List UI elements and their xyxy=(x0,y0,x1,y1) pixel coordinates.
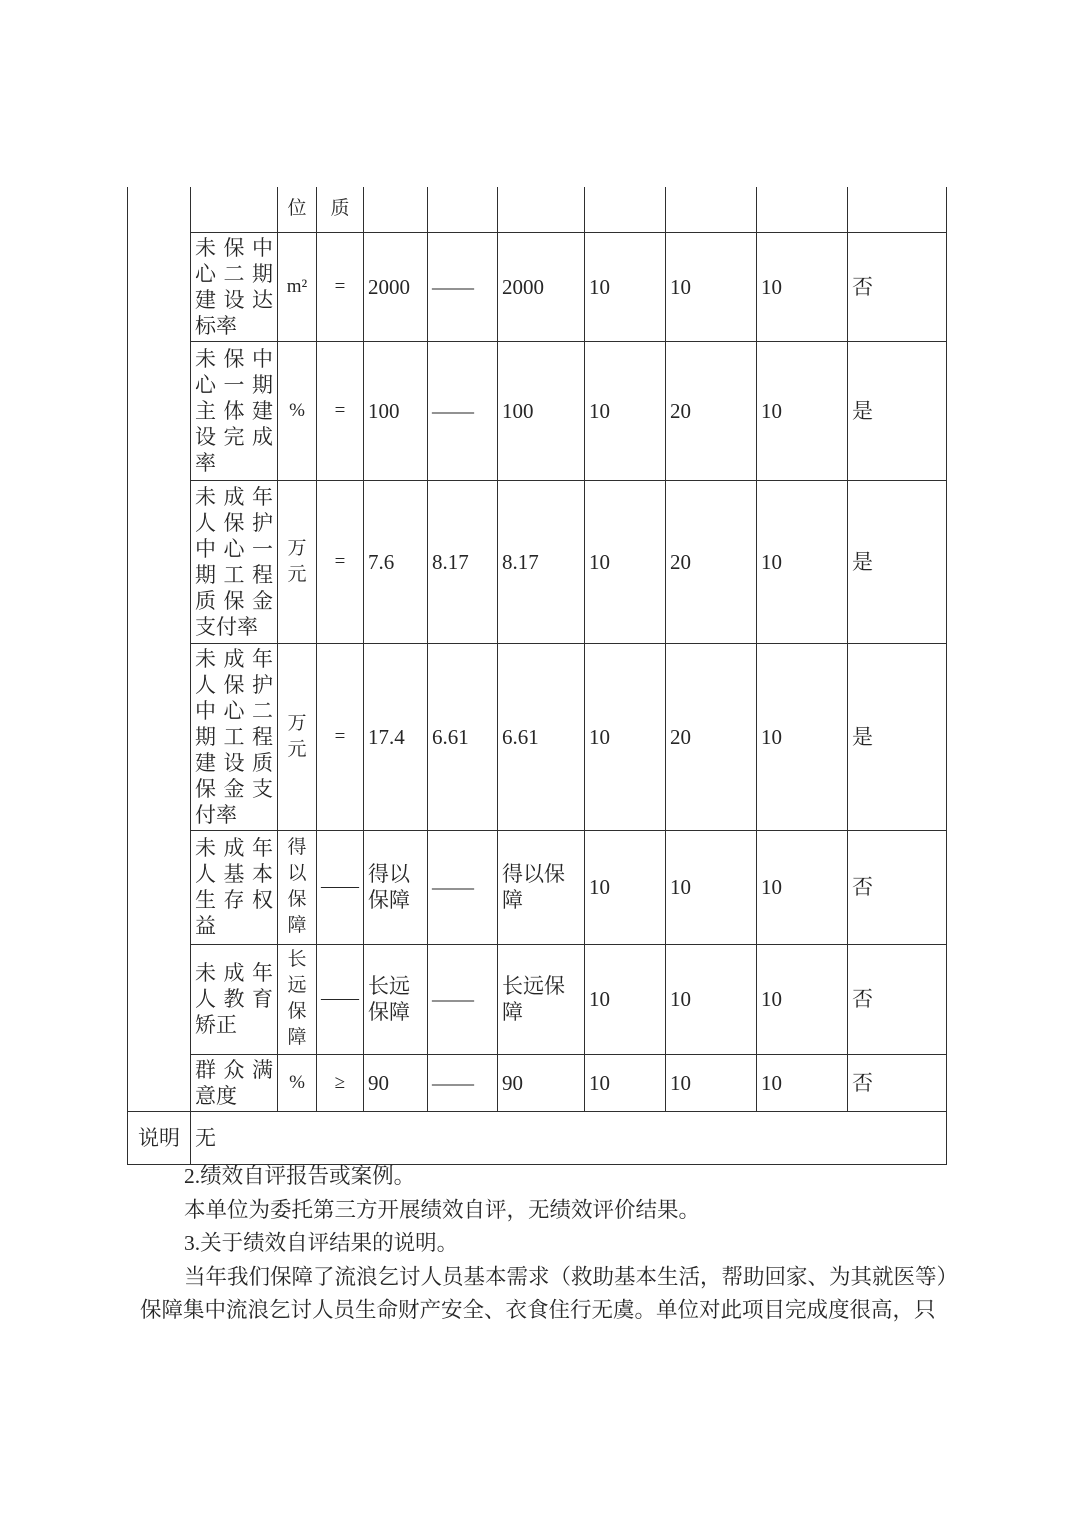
score-cell: 10 xyxy=(585,944,666,1054)
indicator-row xyxy=(128,830,947,944)
score-cell xyxy=(585,187,666,232)
value-cell: 6.61 xyxy=(428,643,498,830)
value-cell: —— xyxy=(428,1054,498,1111)
score-cell: 10 xyxy=(585,1054,666,1111)
unit-cell: 得以保障 xyxy=(278,830,317,944)
score-cell: 10 xyxy=(757,232,848,341)
indicator-row xyxy=(128,1054,947,1111)
score-cell: 10 xyxy=(757,341,848,480)
value-cell: 2000 xyxy=(364,232,428,341)
self-eval-note-line: 3.关于绩效自评结果的说明。 xyxy=(184,1231,459,1255)
value-cell: 得以保障 xyxy=(498,830,585,944)
value-cell: 100 xyxy=(498,341,585,480)
score-cell: 20 xyxy=(666,643,757,830)
self-evaluation-notes xyxy=(140,1160,959,1328)
deviation-cell: 是 xyxy=(848,480,947,643)
score-cell xyxy=(666,187,757,232)
value-cell: 6.61 xyxy=(498,643,585,830)
self-eval-note-line: 当年我们保障了流浪乞讨人员基本需求（救助基本生活，帮助回家、为其就医等） xyxy=(184,1264,959,1289)
value-cell: 8.17 xyxy=(428,480,498,643)
unit-cell: % xyxy=(278,1054,317,1111)
nature-cell: —— xyxy=(317,830,364,944)
value-cell: 90 xyxy=(364,1054,428,1111)
score-cell: 10 xyxy=(666,944,757,1054)
score-cell: 10 xyxy=(585,480,666,643)
note-value-cell: 无 xyxy=(191,1111,947,1164)
value-cell: —— xyxy=(428,944,498,1054)
indicator-name-cell: 未保中心一期主体建设完成率 xyxy=(191,341,278,480)
nature-cell: = xyxy=(317,232,364,341)
value-cell: —— xyxy=(428,232,498,341)
unit-cell: 长远保障 xyxy=(278,944,317,1054)
value-cell: —— xyxy=(428,830,498,944)
score-cell: 10 xyxy=(757,944,848,1054)
score-cell: 20 xyxy=(666,341,757,480)
value-cell: 长远保障 xyxy=(364,944,428,1054)
score-cell: 10 xyxy=(757,643,848,830)
unit-cell: 万元 xyxy=(278,480,317,643)
indicator-name-cell: 未保中心二期建设达标率 xyxy=(191,232,278,341)
value-cell: 90 xyxy=(498,1054,585,1111)
value-cell: —— xyxy=(428,341,498,480)
deviation-cell: 是 xyxy=(848,643,947,830)
nature-cell: = xyxy=(317,341,364,480)
value-cell: 17.4 xyxy=(364,643,428,830)
value-cell xyxy=(428,187,498,232)
nature-cell: ≥ xyxy=(317,1054,364,1111)
score-cell: 10 xyxy=(585,830,666,944)
score-cell: 10 xyxy=(585,232,666,341)
value-cell xyxy=(498,187,585,232)
note-row xyxy=(128,1111,947,1164)
deviation-cell xyxy=(848,187,947,232)
continued-header-row xyxy=(128,187,947,232)
self-eval-note-line: 本单位为委托第三方开展绩效自评，无绩效评价结果。 xyxy=(184,1197,701,1222)
indicator-name-cell xyxy=(191,187,278,232)
indicator-name-cell: 群众满意度 xyxy=(191,1054,278,1111)
indicator-name-cell: 未成年人基本生存权益 xyxy=(191,830,278,944)
score-cell: 20 xyxy=(666,480,757,643)
nature-header-fragment-cell: 质 xyxy=(317,187,364,232)
deviation-cell: 是 xyxy=(848,341,947,480)
score-cell: 10 xyxy=(585,341,666,480)
score-cell xyxy=(757,187,848,232)
indicator-row xyxy=(128,643,947,830)
indicator-row xyxy=(128,232,947,341)
score-cell: 10 xyxy=(666,232,757,341)
score-cell: 10 xyxy=(666,830,757,944)
unit-header-fragment-cell: 位 xyxy=(278,187,317,232)
value-cell: 得以保障 xyxy=(364,830,428,944)
score-cell: 10 xyxy=(585,643,666,830)
self-eval-note-line: 2.绩效自评报告或案例。 xyxy=(184,1164,416,1188)
group-column-cell xyxy=(128,187,191,1111)
score-cell: 10 xyxy=(666,1054,757,1111)
unit-cell: m² xyxy=(278,232,317,341)
nature-cell: —— xyxy=(317,944,364,1054)
indicator-name-cell: 未成年人保护中心二期工程建设质保金支付率 xyxy=(191,643,278,830)
deviation-cell: 否 xyxy=(848,232,947,341)
value-cell: 8.17 xyxy=(498,480,585,643)
unit-cell: 万元 xyxy=(278,643,317,830)
note-label-cell: 说明 xyxy=(128,1111,191,1164)
deviation-cell: 否 xyxy=(848,1054,947,1111)
deviation-cell: 否 xyxy=(848,830,947,944)
indicator-name-cell: 未成年人教育矫正 xyxy=(191,944,278,1054)
score-cell: 10 xyxy=(757,830,848,944)
nature-cell: = xyxy=(317,643,364,830)
value-cell: 2000 xyxy=(498,232,585,341)
performance-indicator-table xyxy=(127,187,947,1165)
indicator-name-cell: 未成年人保护中心一期工程质保金支付率 xyxy=(191,480,278,643)
nature-cell: = xyxy=(317,480,364,643)
indicator-row xyxy=(128,480,947,643)
indicator-row xyxy=(128,944,947,1054)
indicator-row xyxy=(128,341,947,480)
value-cell: 100 xyxy=(364,341,428,480)
deviation-cell: 否 xyxy=(848,944,947,1054)
score-cell: 10 xyxy=(757,480,848,643)
self-eval-note-line: 保障集中流浪乞讨人员生命财产安全、衣食住行无虞。单位对此项目完成度很高，只 xyxy=(140,1298,936,1322)
score-cell: 10 xyxy=(757,1054,848,1111)
value-cell: 长远保障 xyxy=(498,944,585,1054)
value-cell: 7.6 xyxy=(364,480,428,643)
value-cell xyxy=(364,187,428,232)
unit-cell: % xyxy=(278,341,317,480)
